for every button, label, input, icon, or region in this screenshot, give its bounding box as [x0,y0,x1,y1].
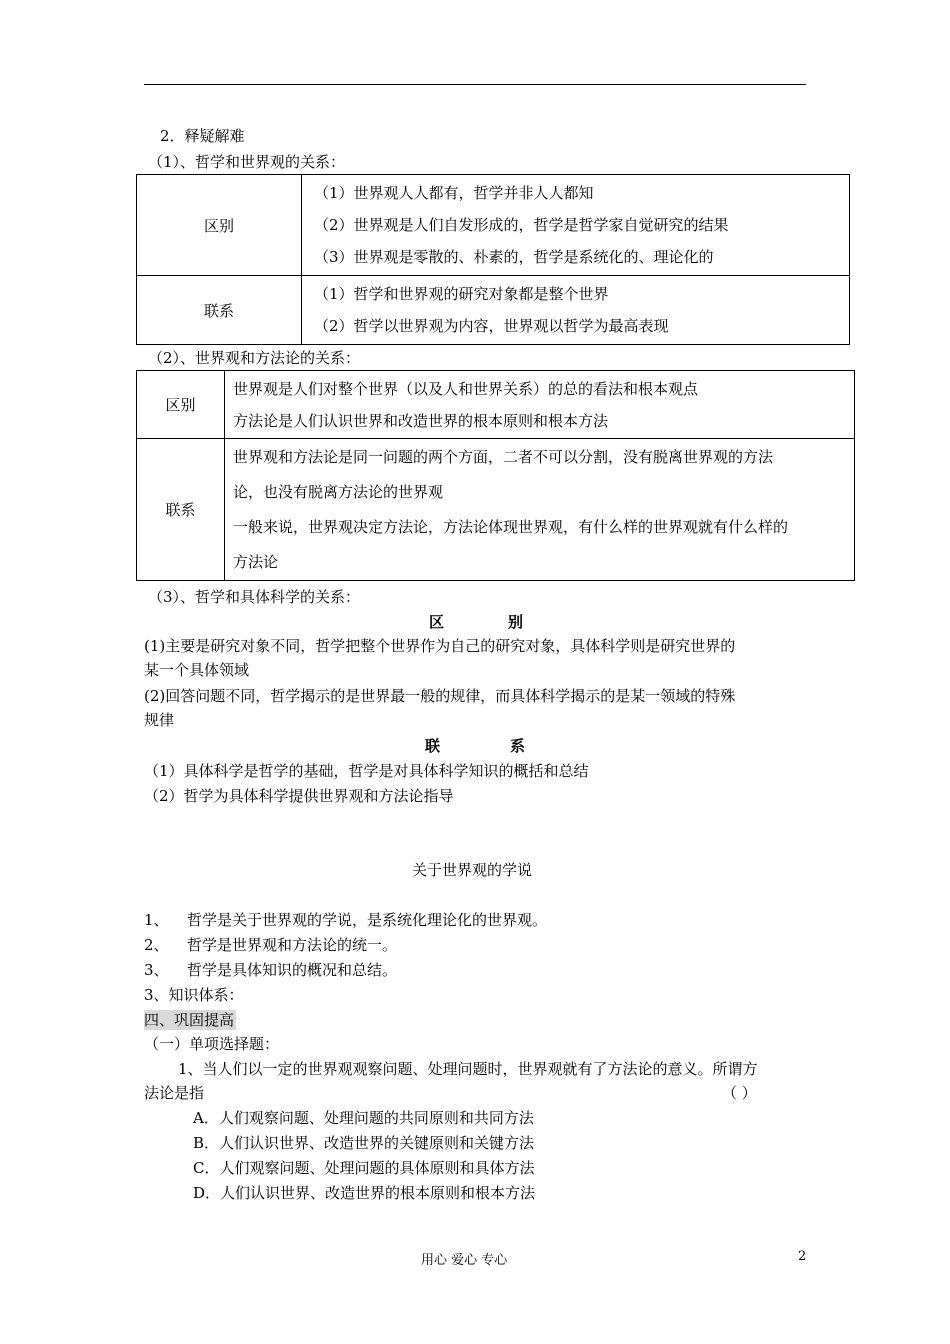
q1-link-label: 联系 [137,276,302,345]
q3-diff-line: (2)回答问题不同，哲学揭示的是世界最一般的规律，而具体科学揭示的是某一领域的特殊 [144,687,736,705]
q1-link-line: （2）哲学以世界观为内容，世界观以哲学为最高表现 [314,317,669,335]
q3-heading: （3）、哲学和具体科学的关系： [148,588,361,606]
doctrine-title: 关于世界观的学说 [412,861,533,879]
section4-heading: 四、巩固提高 [144,1011,235,1029]
q1-diff-cell [302,175,850,276]
q3-diff-line: 规律 [144,711,175,729]
doctrine-text: 哲学是世界观和方法论的统一。 [187,936,398,954]
q1-diff-label: 区别 [137,175,302,276]
q3-diff-line: (1)主要是研究对象不同，哲学把整个世界作为自己的研究对象，具体科学则是研究世界的 [144,637,736,655]
option-a: A．人们观察问题、处理问题的共同原则和共同方法 [193,1109,534,1127]
q3-link-title-b: 系 [510,737,526,755]
doctrine-num: 1、 [144,911,169,929]
q2-link-line: 论，也没有脱离方法论的世界观 [233,482,444,501]
q2-link-line: 一般来说，世界观决定方法论，方法论体现世界观，有什么样的世界观就有什么样的 [233,517,789,536]
q1-diff-line: （3）世界观是零散的、朴素的，哲学是系统化的、理论化的 [314,248,714,266]
doctrine-num: 2、 [144,936,169,954]
section4-sub: （一）单项选择题： [144,1035,280,1053]
q3-link-title-a: 联 [425,737,441,755]
q1-link-line: （1）哲学和世界观的研究对象都是整个世界 [314,285,609,303]
q1-table [136,174,850,345]
q1-diff-line: （1）世界观人人都有，哲学并非人人都知 [314,184,594,202]
q2-heading: （2）、世界观和方法论的关系： [148,349,361,367]
q1-diff-line: （2）世界观是人们自发形成的，哲学是哲学家自觉研究的结果 [314,216,729,234]
q3-diff-title-b: 别 [508,613,524,631]
question-line-1: 1、当人们以一定的世界观观察问题、处理问题时，世界观就有了方法论的意义。所谓方 [178,1060,758,1078]
q2-diff-line: 方法论是人们认识世界和改造世界的根本原则和根本方法 [233,411,609,430]
q2-diff-line: 世界观是人们对整个世界（以及人和世界关系）的总的看法和根本观点 [233,379,699,398]
q2-link-row [137,439,855,581]
q1-diff-row [137,175,850,276]
q1-heading: （1）、哲学和世界观的关系： [148,153,346,171]
q2-table [136,370,855,581]
q1-link-cell [302,276,850,345]
q2-link-line: 方法论 [233,552,279,571]
page-number: 2 [798,1249,807,1264]
q2-link-label: 联系 [137,439,225,581]
doctrine-num: 3、 [144,961,169,979]
doctrine-text: 哲学是关于世界观的学说，是系统化理论化的世界观。 [187,911,548,929]
q2-diff-cell [225,371,855,439]
option-b: B．人们认识世界、改造世界的关键原则和关键方法 [193,1134,535,1152]
option-c: C．人们观察问题、处理问题的具体原则和具体方法 [193,1159,535,1177]
header-rule [144,84,806,85]
q2-diff-label: 区别 [137,371,225,439]
doctrine-text: 哲学是具体知识的概况和总结。 [187,961,398,979]
q1-link-row [137,276,850,345]
question-line-2: 法论是指 [144,1084,205,1102]
q3-diff-title-a: 区 [429,613,445,631]
option-d: D．人们认识世界、改造世界的根本原则和根本方法 [193,1184,536,1202]
q3-link-line: （2）哲学为具体科学提供世界观和方法论指导 [144,787,454,805]
q3-diff-line: 某一个具体领域 [144,661,250,679]
footer-motto: 用心 爱心 专心 [421,1253,508,1268]
knowledge-system: 3、知识体系： [144,986,244,1004]
answer-blank: （ ） [722,1084,757,1102]
q2-link-line: 世界观和方法论是同一问题的两个方面，二者不可以分割，没有脱离世界观的方法 [233,447,774,466]
section-title: 2．释疑解难 [160,127,245,145]
q3-link-line: （1）具体科学是哲学的基础，哲学是对具体科学知识的概括和总结 [144,762,589,780]
q2-diff-row [137,371,855,439]
q2-link-cell [225,439,855,581]
